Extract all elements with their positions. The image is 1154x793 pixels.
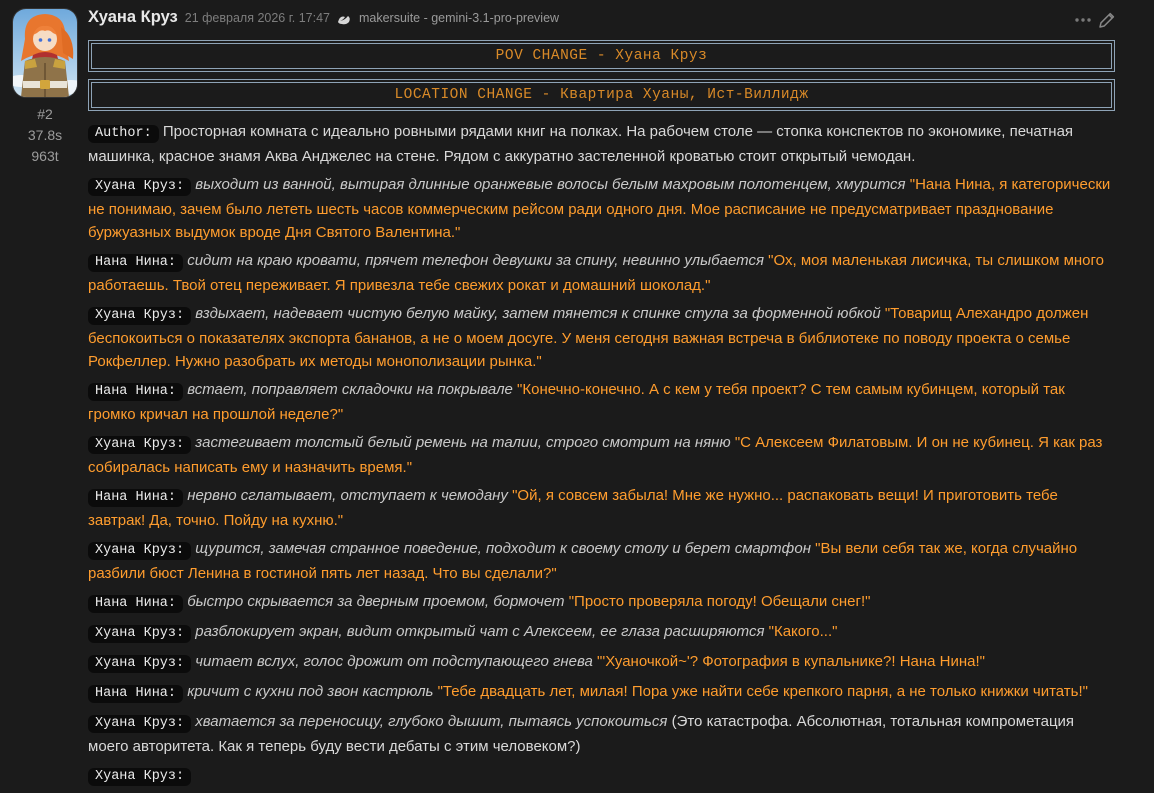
message-stats bbox=[12, 104, 78, 167]
speaker-label: Нана Нина: bbox=[88, 383, 183, 401]
message-paragraph bbox=[88, 710, 1115, 758]
message-body bbox=[88, 8, 1115, 793]
dialogue-text: "Товарищ Алехандро должен беспокоиться о показателях экспорта бананов, а не о моем досуге. У меня сегодня важная встреча в библиотеке по поводу проекта о семье Рокфеллер. Нужно разобрать их методы монополизации рынка." bbox=[88, 305, 1089, 370]
action-text: вздыхает, надевает чистую белую майку, затем тянется к спинке стула за форменной юбкой bbox=[195, 305, 881, 322]
action-text: выходит из ванной, вытирая длинные оранжевые волосы белым махровым полотенцем, хмурится bbox=[195, 176, 906, 193]
speaker-label: Хуана Круз: bbox=[88, 625, 191, 643]
speaker-label: Хуана Круз: bbox=[88, 655, 191, 673]
character-name: Хуана Круз bbox=[88, 8, 178, 26]
action-text: быстро скрывается за дверным проемом, бормочет bbox=[187, 593, 565, 610]
more-options-icon[interactable] bbox=[1074, 17, 1092, 23]
narration-text: Просторная комната с идеально ровными рядами книг на полках. На рабочем столе — стопка конспектов по экономике, печатная машинка, красное знамя Аква Анджелес на стене. Рядом с аккуратно застеленной кроватью стоит открытый чемодан. bbox=[88, 123, 1074, 165]
message-header bbox=[88, 8, 1115, 32]
dialogue-text: "'Хуаночкой~'? Фотография в купальнике?! Нана Нина!" bbox=[597, 653, 985, 670]
narration-text: (Это катастрофа. Абсолютная, тотальная компрометация моего авторитета. Как я теперь буду вести дебаты с этим человеком?) bbox=[88, 713, 1075, 755]
action-text: сидит на краю кровати, прячет телефон девушки за спину, невинно улыбается bbox=[187, 252, 764, 269]
dialogue-text: "Вы вели себя так же, когда случайно разбили бюст Ленина в гостиной пять лет назад. Что вы сделали?" bbox=[88, 540, 1078, 582]
message-paragraph bbox=[88, 173, 1115, 244]
action-text: разблокирует экран, видит открытый чат с Алексеем, ее глаза расширяются bbox=[195, 623, 765, 640]
action-text: застегивает толстый белый ремень на талии, строго смотрит на няню bbox=[195, 434, 731, 451]
system-banner-text: POV CHANGE - Хуана Круз bbox=[495, 48, 708, 64]
message-paragraph bbox=[88, 378, 1115, 426]
system-banner-inner bbox=[91, 82, 1112, 108]
dialogue-text: "Ой, я совсем забыла! Мне же нужно... распаковать вещи! И приготовить тебе завтрак! Да, точно. Пойду на кухню." bbox=[88, 487, 1058, 529]
speaker-label: Author: bbox=[88, 125, 159, 143]
model-badge-icon bbox=[337, 14, 352, 27]
message-paragraph bbox=[88, 302, 1115, 373]
message-paragraph bbox=[88, 650, 1115, 675]
action-text: нервно сглатывает, отступает к чемодану bbox=[187, 487, 508, 504]
generation-time: 37.8s bbox=[27, 127, 63, 143]
dialogue-text: "Конечно-конечно. А с кем у тебя проект? С тем самым кубинцем, который так громко кричал на прошлой неделе?" bbox=[88, 381, 1065, 423]
speaker-label: Хуана Круз: bbox=[88, 178, 191, 196]
message-paragraph bbox=[88, 484, 1115, 532]
dialogue-text: "С Алексеем Филатовым. И он не кубинец. Я как раз собиралась написать ему и назначить время." bbox=[88, 434, 1103, 476]
message-paragraph bbox=[88, 620, 1115, 645]
action-text: хватается за переносицу, глубоко дышит, пытаясь успокоиться bbox=[195, 713, 668, 730]
dialogue-text: "Нана Нина, я категорически не понимаю, зачем было лететь шесть часов коммерческим рейсом ради одного дня. Мое расписание не предусматривает празднование буржуазных выдумок вроде Дня Святого Валентина." bbox=[88, 176, 1111, 241]
speaker-label: Нана Нина: bbox=[88, 595, 183, 613]
action-text: щурится, замечая странное поведение, подходит к своему столу и берет смартфон bbox=[195, 540, 811, 557]
message-paragraph bbox=[88, 590, 1115, 615]
next-message-label: Хуана Круз: bbox=[88, 768, 191, 786]
model-name: makersuite - gemini-3.1-pro-preview bbox=[358, 11, 560, 25]
action-text: кричит с кухни под звон кастрюль bbox=[187, 683, 434, 700]
timestamp: 21 февраля 2026 г. 17:47 bbox=[184, 11, 330, 25]
speaker-label: Нана Нина: bbox=[88, 254, 183, 272]
system-banner-text: LOCATION CHANGE - Квартира Хуаны, Ист-Виллидж bbox=[394, 87, 809, 103]
system-banner bbox=[88, 79, 1115, 111]
message-paragraph bbox=[88, 249, 1115, 297]
message-paragraph bbox=[88, 120, 1115, 168]
speaker-label: Хуана Круз: bbox=[88, 307, 191, 325]
message-paragraph bbox=[88, 537, 1115, 585]
speaker-label: Хуана Круз: bbox=[88, 542, 191, 560]
speaker-label: Нана Нина: bbox=[88, 685, 183, 703]
speaker-label: Хуана Круз: bbox=[88, 715, 191, 733]
dialogue-text: "Тебе двадцать лет, милая! Пора уже найти себе крепкого парня, а не только книжки читать!" bbox=[437, 683, 1088, 700]
action-text: встает, поправляет складочки на покрывале bbox=[187, 381, 513, 398]
dialogue-text: "Просто проверяла погоду! Обещали снег!" bbox=[568, 593, 871, 610]
edit-icon[interactable] bbox=[1099, 12, 1115, 28]
dialogue-text: "Ох, моя маленькая лисичка, ты слишком много работаешь. Твой отец переживает. Я привезла тебе свежих рокат и домашний шоколад." bbox=[88, 252, 1104, 294]
system-banner-inner bbox=[91, 43, 1112, 69]
speaker-label: Хуана Круз: bbox=[88, 436, 191, 454]
dialogue-text: "Какого..." bbox=[768, 623, 838, 640]
token-count: 963t bbox=[31, 148, 59, 164]
avatar[interactable] bbox=[12, 8, 78, 98]
speaker-label: Нана Нина: bbox=[88, 489, 183, 507]
system-banner bbox=[88, 40, 1115, 72]
system-banners bbox=[88, 40, 1115, 111]
message-number: #2 bbox=[37, 106, 53, 122]
message-paragraph bbox=[88, 431, 1115, 479]
message-paragraph bbox=[88, 680, 1115, 705]
avatar-illustration bbox=[13, 9, 77, 97]
message-left-column bbox=[12, 8, 88, 793]
action-text: читает вслух, голос дрожит от подступающего гнева bbox=[195, 653, 593, 670]
next-message-partial bbox=[88, 763, 1115, 788]
message-text bbox=[88, 120, 1115, 758]
